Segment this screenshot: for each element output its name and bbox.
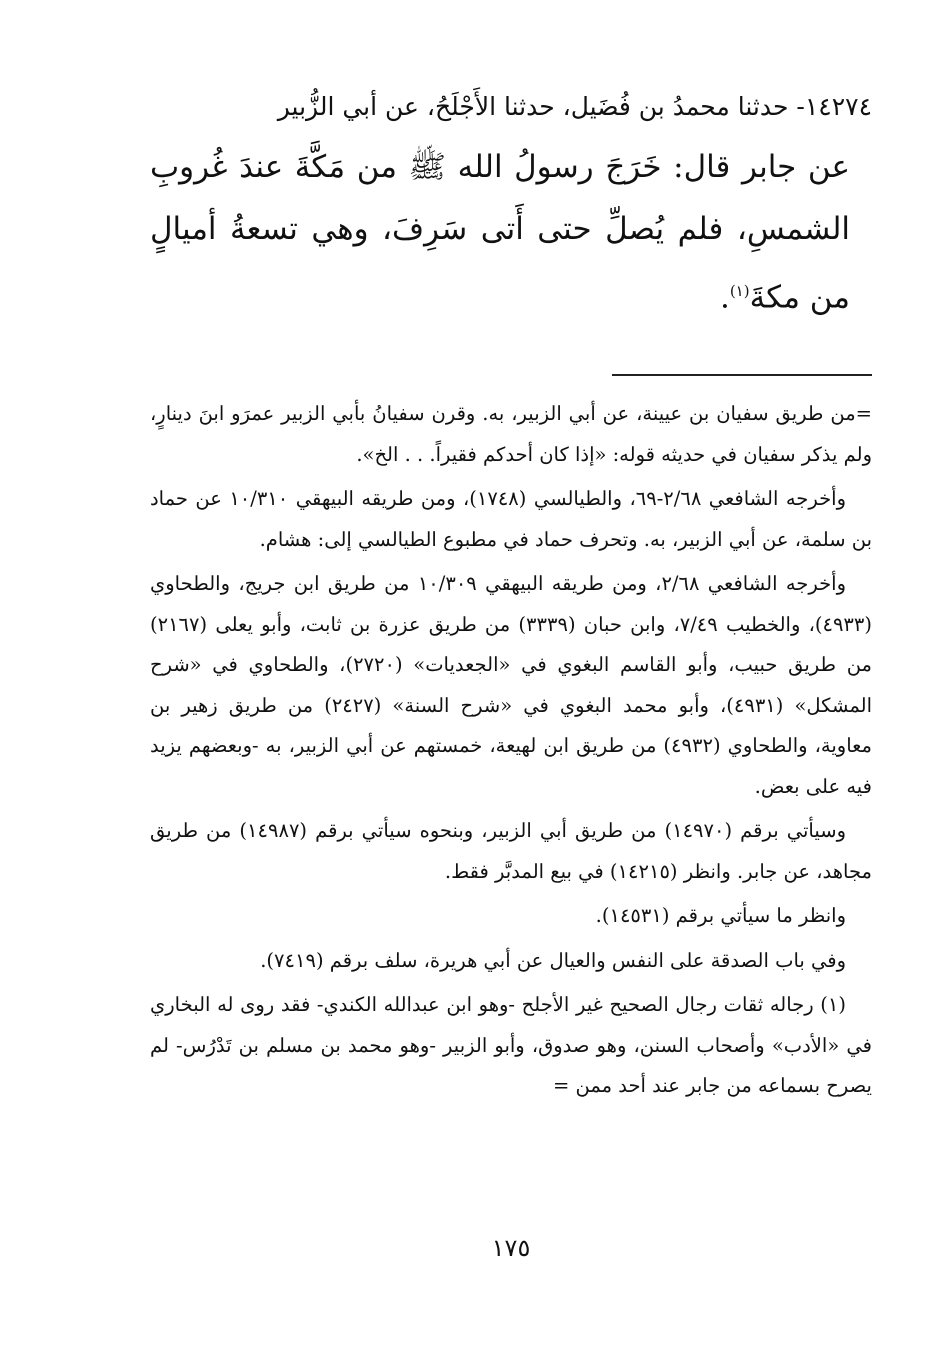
footnote-paragraph: وفي باب الصدقة على النفس والعيال عن أبي هريرة، سلف برقم (٧٤١٩). xyxy=(260,948,846,972)
hadith-end-mark: . xyxy=(719,279,730,316)
page-content xyxy=(150,88,872,1318)
footnote-paragraph: (١) رجاله ثقات رجال الصحيح غير الأجلح -وهو ابن عبدالله الكندي- فقد روى له البخاري في «الأدب» وأصحاب السنن، وهو صدوق، وأبو الزبير -وهو محمد بن مسلم بن تَدْرُس- لم يصرح بسماعه من جابر عند أحد ممن = xyxy=(150,993,872,1097)
hadith-heading-line: ١٤٢٧٤- حدثنا محمدُ بن فُضَيل، حدثنا الأَجْلَحُ، عن أبي الزُّبير xyxy=(277,92,872,121)
hadith-text xyxy=(150,136,872,328)
footnote-paragraph: =من طريق سفيان بن عيينة، عن أبي الزبير، به. وقرن سفيانُ بأبي الزبير عمرَو ابنَ دينارٍ، ولم يذكر سفيان في حديثه قوله: «إذا كان أحدكم فقيراً. . . الخ». xyxy=(150,402,872,466)
footnote-paragraph: وأخرجه الشافعي ٢/٦٨-٦٩، والطيالسي (١٧٤٨)، ومن طريقه البيهقي ١٠/٣١٠ عن حماد بن سلمة، عن أبي الزبير، به. وتحرف حماد في مطبوع الطيالسي إلى: هشام. xyxy=(150,487,872,551)
hadith-body-text: عن جابر قال: خَرَجَ رسولُ الله ﷺ من مَكَّةَ عندَ غُروبِ الشمسِ، فلم يُصلِّ حتى أَتى سَرِفَ، وهي تسعةُ أميالٍ من مكةَ xyxy=(150,149,850,316)
footnotes-section xyxy=(150,394,872,1111)
footnote-paragraph: وأخرجه الشافعي ٢/٦٨، ومن طريقه البيهقي ١٠/٣٠٩ من طريق ابن جريج، والطحاوي (٤٩٣٣)، والخطيب ٧/٤٩، وابن حبان (٣٣٣٩) من طريق عزرة بن ثابت، وأبو يعلى (٢١٦٧) من طريق حبيب، وأبو القاسم البغوي في «الجعديات» (٢٧٢٠)، والطحاوي في «شرح المشكل» (٤٩٣١)، وأبو محمد البغوي في «شرح السنة» (٢٤٢٧) من طريق زهير بن معاوية، والطحاوي (٤٩٣٢) من طريق ابن لهيعة، خمستهم عن أبي الزبير، به -وبعضهم يزيد فيه على بعض. xyxy=(150,572,872,798)
footnote-divider xyxy=(612,374,872,376)
footnote-reference: (١) xyxy=(729,282,750,300)
page-number: ١٧٥ xyxy=(491,1234,531,1262)
main-text xyxy=(150,88,872,328)
footnote-paragraph: وانظر ما سيأتي برقم (١٤٥٣١). xyxy=(595,904,846,927)
footnote-paragraph: وسيأتي برقم (١٤٩٧٠) من طريق أبي الزبير، وبنحوه سيأتي برقم (١٤٩٨٧) من طريق مجاهد، عن جابر. وانظر (١٤٢١٥) في بيع المدبَّر فقط. xyxy=(150,819,872,883)
